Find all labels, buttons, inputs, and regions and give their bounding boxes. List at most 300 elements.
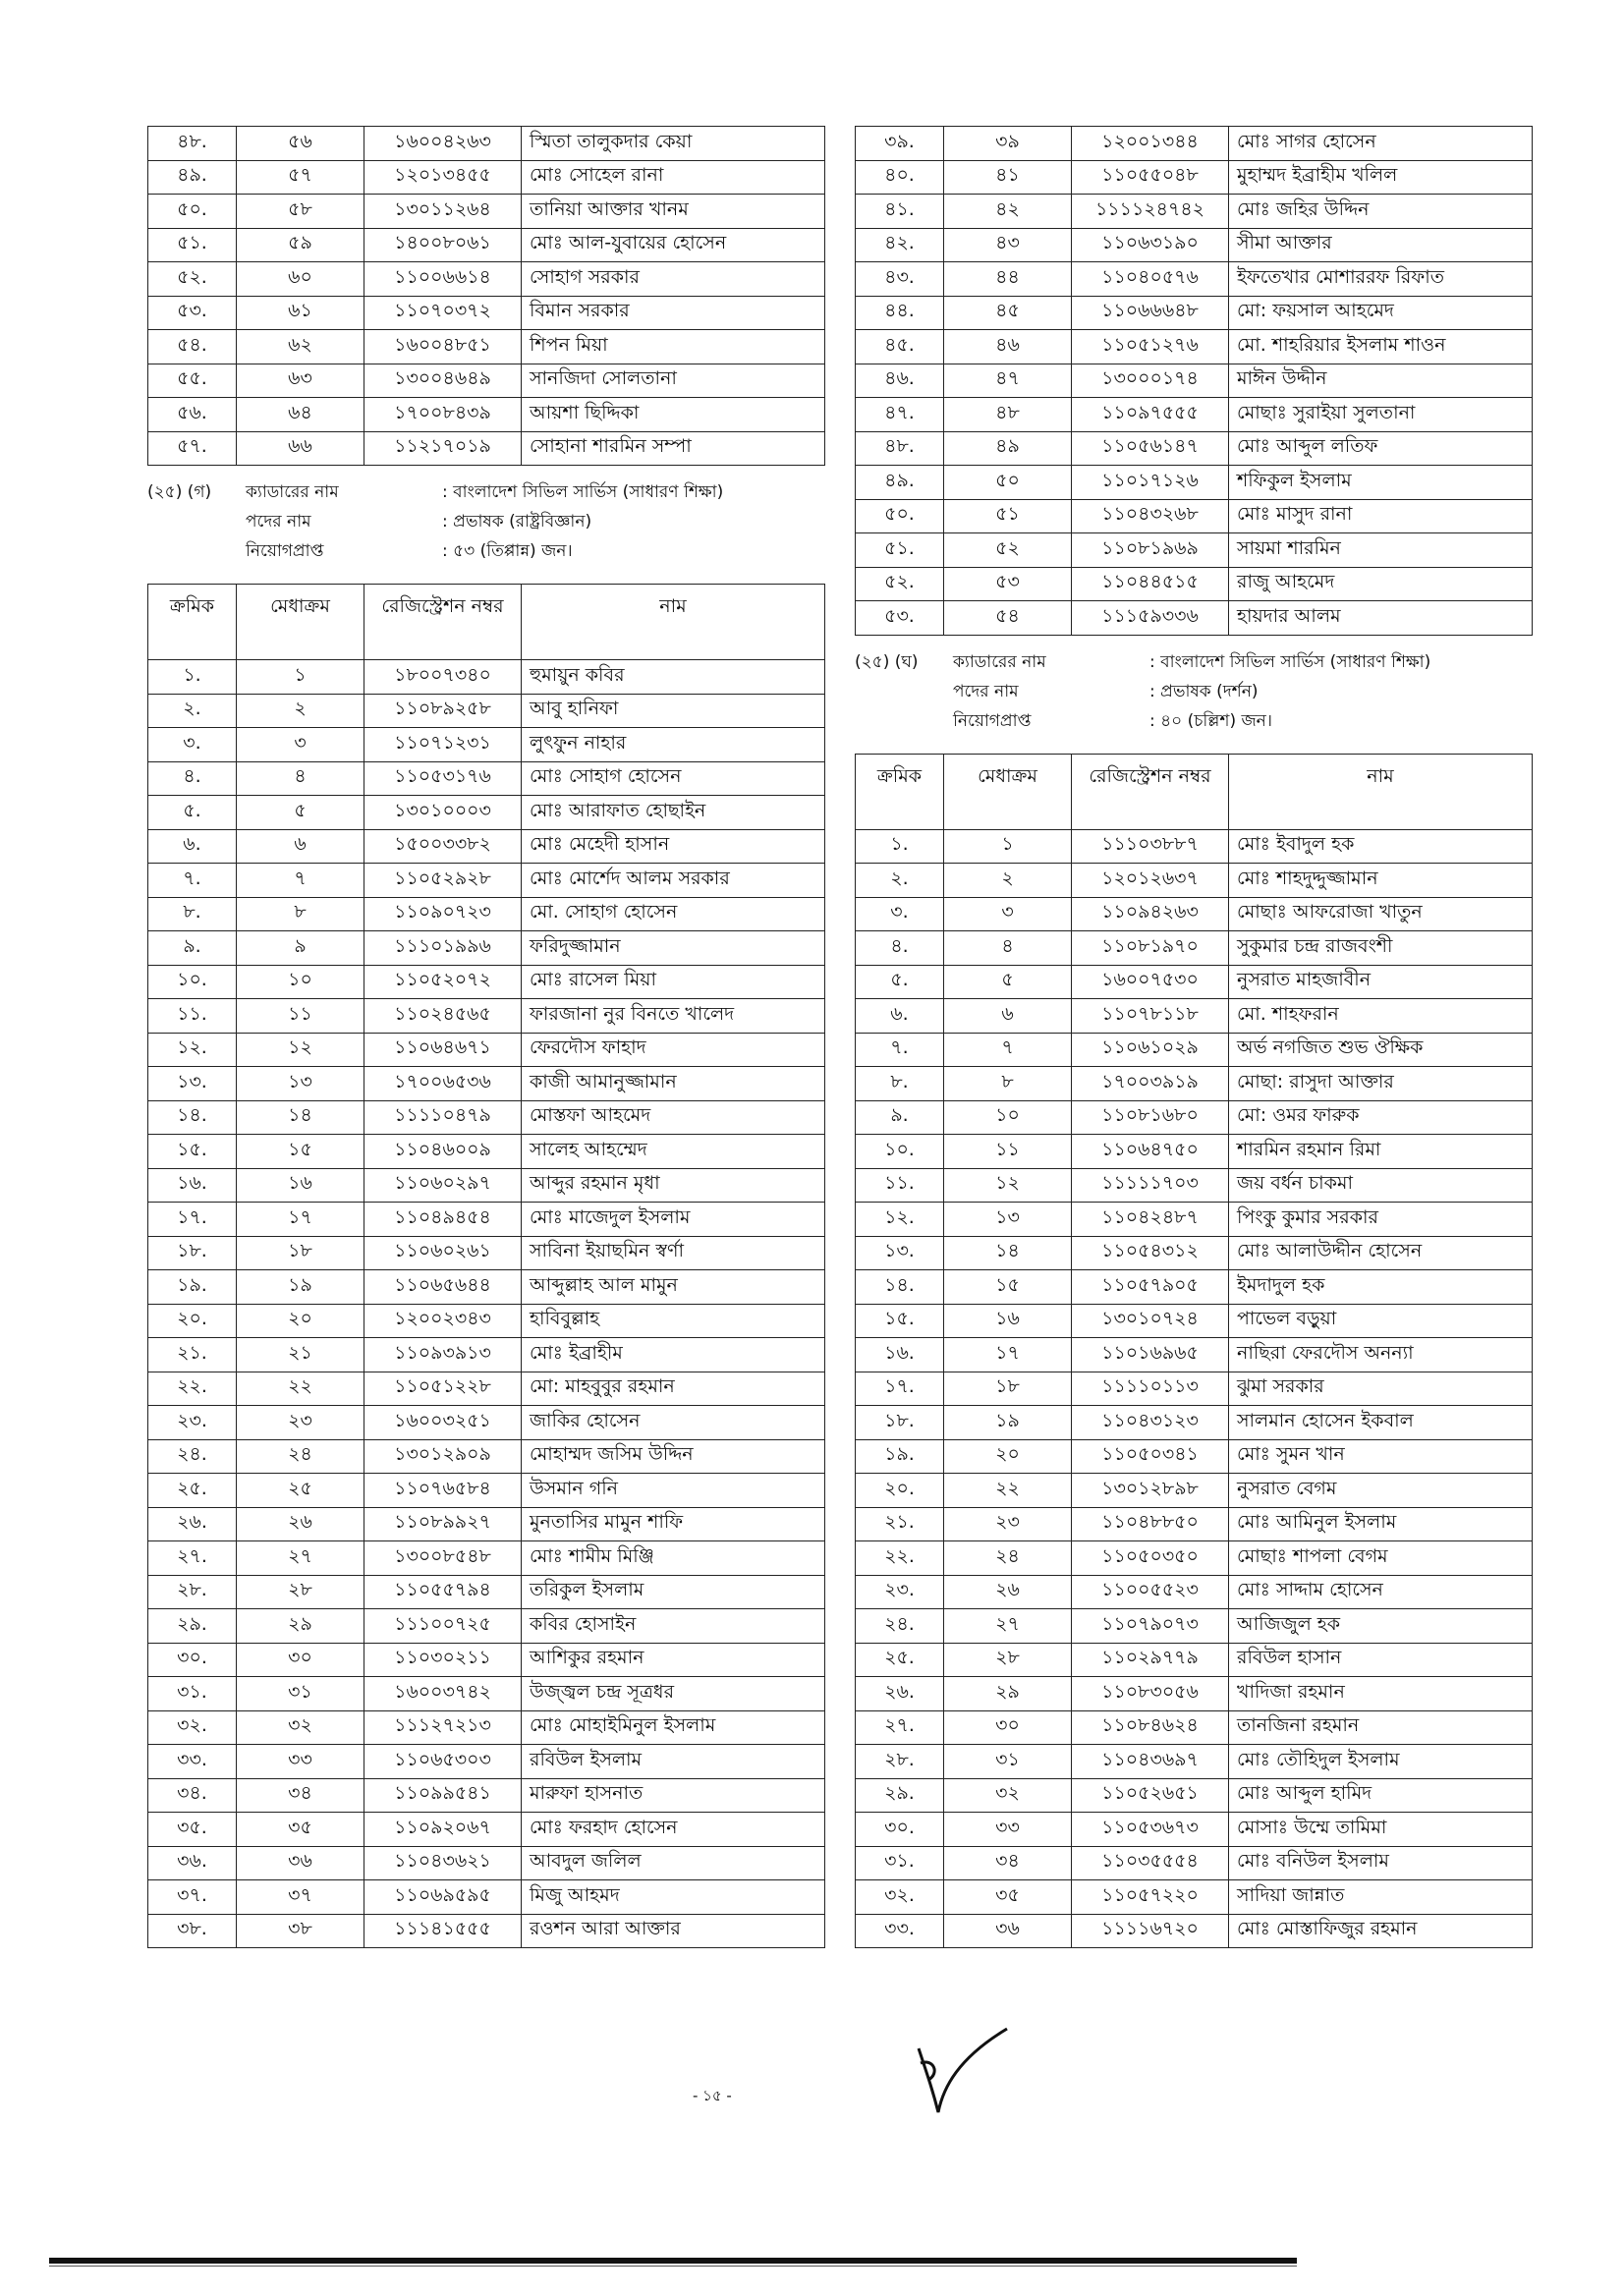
name-cell: মাঈন উদ্দীন	[1229, 364, 1533, 398]
serial-cell: ৫৪.	[148, 330, 237, 364]
registration-cell: ১৫০০৩৩৮২	[364, 829, 522, 864]
table-row	[148, 829, 825, 864]
serial-cell: ৫১.	[856, 533, 944, 568]
registration-cell: ১১০৯৪২৬৩	[1072, 897, 1229, 931]
table-row	[856, 965, 1533, 999]
registration-cell: ১৩০১০০০৩	[364, 796, 522, 830]
table-left-main	[147, 584, 825, 1948]
serial-cell: ২২.	[856, 1541, 944, 1576]
registration-cell: ১১০৫৫৭৯৪	[364, 1575, 522, 1609]
name-cell: ফারজানা নুর বিনতে খালেদ	[522, 999, 825, 1034]
serial-cell: ৩৩.	[148, 1745, 237, 1779]
registration-cell: ১৩০০৪৬৪৯	[364, 364, 522, 398]
serial-cell: ১২.	[856, 1203, 944, 1237]
registration-cell: ১১০৭০৩৭২	[364, 296, 522, 330]
serial-cell: ১৫.	[856, 1304, 944, 1338]
merit-cell: ২০	[944, 1439, 1072, 1474]
merit-cell: ৪	[237, 761, 364, 796]
registration-cell: ১১২১৭০১৯	[364, 431, 522, 466]
merit-cell: ১৫	[944, 1270, 1072, 1305]
merit-cell: ১৩	[237, 1067, 364, 1101]
merit-cell: ৩	[944, 897, 1072, 931]
registration-cell: ১১০৫৩১৭৬	[364, 761, 522, 796]
serial-cell: ৪০.	[856, 160, 944, 195]
serial-cell: ২৩.	[148, 1406, 237, 1440]
merit-cell: ২১	[237, 1338, 364, 1372]
merit-cell: ১৮	[237, 1236, 364, 1270]
name-cell: শিপন মিয়া	[522, 330, 825, 364]
serial-cell: ৩৫.	[148, 1813, 237, 1847]
registration-cell: ১১০০৫৫২৩	[1072, 1575, 1229, 1609]
registration-cell: ১৬০০৭৫৩০	[1072, 965, 1229, 999]
table-row	[856, 1575, 1533, 1609]
table-row	[856, 1100, 1533, 1135]
left-column	[147, 126, 825, 1948]
registration-cell: ১১০৪৩৬৯৭	[1072, 1745, 1229, 1779]
serial-cell: ৪.	[148, 761, 237, 796]
merit-cell: ৪৫	[944, 296, 1072, 330]
name-cell: সীমা আক্তার	[1229, 228, 1533, 262]
registration-cell: ১৪০০৮০৬১	[364, 228, 522, 262]
registration-cell: ১১০৫১২২৮	[364, 1372, 522, 1406]
table-row	[148, 796, 825, 830]
merit-cell: ৩২	[237, 1710, 364, 1745]
table-row	[148, 127, 825, 161]
name-cell: মো: মাহবুবুর রহমান	[522, 1372, 825, 1406]
registration-cell: ১১০৫০৩৫০	[1072, 1541, 1229, 1576]
merit-cell: ৪৮	[944, 398, 1072, 432]
name-cell: জয় বর্ধন চাকমা	[1229, 1168, 1533, 1203]
registration-cell: ১১১০১৯৯৬	[364, 931, 522, 966]
merit-cell: ৫১	[944, 499, 1072, 533]
registration-cell: ১১০৩৫৫৫৪	[1072, 1846, 1229, 1880]
name-cell: আব্দুল্লাহ আল মামুন	[522, 1270, 825, 1305]
merit-cell: ১৯	[944, 1406, 1072, 1440]
table-row	[856, 1778, 1533, 1813]
section-heading-gh	[855, 636, 1533, 754]
name-cell: হুমায়ুন কবির	[522, 660, 825, 695]
registration-cell: ১১০৬৬৬৪৮	[1072, 296, 1229, 330]
name-cell: আব্দুর রহমান মৃধা	[522, 1168, 825, 1203]
name-cell: মোসাঃ উম্মে তামিমা	[1229, 1813, 1533, 1847]
registration-cell: ১১১১৬৭২০	[1072, 1914, 1229, 1948]
table-row	[148, 431, 825, 466]
name-cell: তরিকুল ইসলাম	[522, 1575, 825, 1609]
merit-cell: ৬৩	[237, 364, 364, 398]
table-row	[148, 1236, 825, 1270]
registration-cell: ১১১৫৯৩৩৬	[1072, 601, 1229, 636]
table-row	[148, 897, 825, 931]
table-row	[856, 1439, 1533, 1474]
table-row	[856, 1338, 1533, 1372]
serial-cell: ৩৬.	[148, 1846, 237, 1880]
registration-cell: ১২০০২৩৪৩	[364, 1304, 522, 1338]
registration-cell: ১১০৪৯৪৫৪	[364, 1203, 522, 1237]
table-row	[856, 1609, 1533, 1644]
name-cell: কাজী আমানুজ্জামান	[522, 1067, 825, 1101]
serial-cell: ৫২.	[856, 567, 944, 601]
name-cell: মোঃ মাসুদ রানা	[1229, 499, 1533, 533]
merit-cell: ৩	[237, 728, 364, 762]
table-row	[148, 965, 825, 999]
name-cell: মোঃ আব্দুল হামিদ	[1229, 1778, 1533, 1813]
registration-cell: ১১০৫৭৯০৫	[1072, 1270, 1229, 1305]
name-cell: খাদিজা রহমান	[1229, 1677, 1533, 1711]
table-row	[856, 195, 1533, 229]
registration-cell: ১১১০০৭২৫	[364, 1609, 522, 1644]
name-cell: মোঃ জহির উদ্দিন	[1229, 195, 1533, 229]
serial-cell: ৩৯.	[856, 127, 944, 161]
table-row	[856, 533, 1533, 568]
serial-cell: ২৪.	[856, 1609, 944, 1644]
merit-cell: ৪	[944, 931, 1072, 966]
registration-cell: ১৭০০৮৪৩৯	[364, 398, 522, 432]
registration-cell: ১১০১৬৯৬৫	[1072, 1338, 1229, 1372]
name-cell: মোঃ আল-যুবায়ের হোসেন	[522, 228, 825, 262]
col-header-merit: মেধাক্রম	[944, 754, 1072, 829]
table-row	[148, 262, 825, 297]
name-cell: মোঃ ইব্রাহীম	[522, 1338, 825, 1372]
name-cell: লুৎফুন নাহার	[522, 728, 825, 762]
merit-cell: ৩৪	[237, 1778, 364, 1813]
merit-cell: ৫৯	[237, 228, 364, 262]
table-row	[856, 1507, 1533, 1541]
name-cell: পাভেল বড়ুয়া	[1229, 1304, 1533, 1338]
registration-cell: ১২০১২৬৩৭	[1072, 864, 1229, 898]
name-cell: সোহানা শারমিন সম্পা	[522, 431, 825, 466]
name-cell: মোঃ মাজেদুল ইসলাম	[522, 1203, 825, 1237]
merit-cell: ৬১	[237, 296, 364, 330]
name-cell: মোছাঃ শাপলা বেগম	[1229, 1541, 1533, 1576]
serial-cell: ২৬.	[148, 1507, 237, 1541]
table-row	[148, 160, 825, 195]
table-row	[856, 228, 1533, 262]
registration-cell: ১১১২৭২১৩	[364, 1710, 522, 1745]
name-cell: ঝুমা সরকার	[1229, 1372, 1533, 1406]
name-cell: উজ্জ্বল চন্দ্র সূত্রধর	[522, 1677, 825, 1711]
table-row	[148, 1100, 825, 1135]
name-cell: মো. শাহফরান	[1229, 999, 1533, 1034]
merit-cell: ২৪	[237, 1439, 364, 1474]
table-row	[856, 829, 1533, 864]
name-cell: সানজিদা সোলতানা	[522, 364, 825, 398]
serial-cell: ৪১.	[856, 195, 944, 229]
table-row	[148, 1813, 825, 1847]
table-row	[148, 364, 825, 398]
merit-cell: ১৬	[944, 1304, 1072, 1338]
registration-cell: ১১০২৯৭৭৯	[1072, 1643, 1229, 1677]
table-row	[856, 1033, 1533, 1067]
merit-cell: ১০	[237, 965, 364, 999]
merit-cell: ১০	[944, 1100, 1072, 1135]
name-cell: মুহাম্মদ ইব্রাহীম খলিল	[1229, 160, 1533, 195]
name-cell: নুসরাত মাহজাবীন	[1229, 965, 1533, 999]
merit-cell: ৫২	[944, 533, 1072, 568]
name-cell: মোছাঃ সুরাইয়া সুলতানা	[1229, 398, 1533, 432]
table-row	[856, 431, 1533, 466]
serial-cell: ৪২.	[856, 228, 944, 262]
merit-cell: ১৫	[237, 1135, 364, 1169]
merit-cell: ২৭	[944, 1609, 1072, 1644]
merit-cell: ৬৬	[237, 431, 364, 466]
table-row	[148, 1304, 825, 1338]
merit-cell: ১৬	[237, 1168, 364, 1203]
col-header-registration: রেজিস্ট্রেশন নম্বর	[364, 585, 522, 660]
serial-cell: ২৮.	[148, 1575, 237, 1609]
table-row	[148, 1270, 825, 1305]
name-cell: মোঃ সাদ্দাম হোসেন	[1229, 1575, 1533, 1609]
name-cell: আয়শা ছিদ্দিকা	[522, 398, 825, 432]
table-row	[148, 1439, 825, 1474]
section-tag: (২৫) (ঘ)	[855, 651, 919, 672]
serial-cell: ৮.	[856, 1067, 944, 1101]
merit-cell: ১৯	[237, 1270, 364, 1305]
name-cell: মোহাম্মদ জসিম উদ্দিন	[522, 1439, 825, 1474]
merit-cell: ২৬	[237, 1507, 364, 1541]
merit-cell: ৩৩	[237, 1745, 364, 1779]
registration-cell: ১১০৯৭৫৫৫	[1072, 398, 1229, 432]
table-row	[856, 1677, 1533, 1711]
registration-cell: ১৬০০৪২৬৩	[364, 127, 522, 161]
registration-cell: ১১১১২৪৭৪২	[1072, 195, 1229, 229]
registration-cell: ১১০৫৬১৪৭	[1072, 431, 1229, 466]
registration-cell: ১১০৮১৯৭০	[1072, 931, 1229, 966]
serial-cell: ১৬.	[148, 1168, 237, 1203]
serial-cell: ৪.	[856, 931, 944, 966]
appointed-label: নিয়োগপ্রাপ্ত	[246, 541, 324, 561]
table-row	[148, 1710, 825, 1745]
merit-cell: ৪৪	[944, 262, 1072, 297]
name-cell: পিংকু কুমার সরকার	[1229, 1203, 1533, 1237]
name-cell: রবিউল ইসলাম	[522, 1745, 825, 1779]
table-row	[856, 262, 1533, 297]
table-row	[148, 1880, 825, 1915]
name-cell: মো: ফয়সাল আহমেদ	[1229, 296, 1533, 330]
merit-cell: ২২	[237, 1372, 364, 1406]
table-row	[148, 1033, 825, 1067]
merit-cell: ৫০	[944, 466, 1072, 500]
merit-cell: ৩২	[944, 1778, 1072, 1813]
registration-cell: ১১১১০১১৩	[1072, 1372, 1229, 1406]
merit-cell: ৩৮	[237, 1914, 364, 1948]
merit-cell: ৬	[237, 829, 364, 864]
merit-cell: ৬	[944, 999, 1072, 1034]
serial-cell: ৪৯.	[856, 466, 944, 500]
registration-cell: ১১০৭৬৫৮৪	[364, 1474, 522, 1508]
name-cell: মোঃ শাহদুদ্দুজ্জামান	[1229, 864, 1533, 898]
table-row	[856, 1880, 1533, 1915]
table-right-main	[855, 754, 1533, 1949]
name-cell: মোঃ সোহাগ হোসেন	[522, 761, 825, 796]
appointed-value: : ৪০ (চল্লিশ) জন।	[1149, 710, 1272, 731]
serial-cell: ৩২.	[856, 1880, 944, 1915]
registration-cell: ১১০১৭১২৬	[1072, 466, 1229, 500]
merit-cell: ২৪	[944, 1541, 1072, 1576]
serial-cell: ৪৩.	[856, 262, 944, 297]
name-cell: মোঃ মোহাইমিনুল ইসলাম	[522, 1710, 825, 1745]
table-row	[148, 296, 825, 330]
serial-cell: ১৪.	[148, 1100, 237, 1135]
name-cell: মোঃ ফরহাদ হোসেন	[522, 1813, 825, 1847]
merit-cell: ৫	[237, 796, 364, 830]
serial-cell: ২১.	[856, 1507, 944, 1541]
name-cell: মোঃ সুমন খান	[1229, 1439, 1533, 1474]
serial-cell: ১৮.	[856, 1406, 944, 1440]
name-cell: মোঃ সোহেল রানা	[522, 160, 825, 195]
registration-cell: ১১০৮৯২৫৮	[364, 694, 522, 728]
table-row	[148, 1575, 825, 1609]
table-row	[148, 1778, 825, 1813]
name-cell: মোঃ ইবাদুল হক	[1229, 829, 1533, 864]
name-cell: ফরিদুজ্জামান	[522, 931, 825, 966]
registration-cell: ১১০৫২৯২৮	[364, 864, 522, 898]
serial-cell: ৫৫.	[148, 364, 237, 398]
merit-cell: ৮	[944, 1067, 1072, 1101]
serial-cell: ২.	[856, 864, 944, 898]
table-row	[148, 761, 825, 796]
name-cell: রওশন আরা আক্তার	[522, 1914, 825, 1948]
registration-cell: ১১১৪১৫৫৫	[364, 1914, 522, 1948]
registration-cell: ১১০৯৯৫৪১	[364, 1778, 522, 1813]
registration-cell: ১১০৪২৪৮৭	[1072, 1203, 1229, 1237]
table-row	[148, 195, 825, 229]
bottom-rule-thin	[49, 2266, 1297, 2267]
section-heading-g	[147, 466, 825, 584]
table-row	[856, 1745, 1533, 1779]
serial-cell: ৩.	[148, 728, 237, 762]
table-row	[856, 601, 1533, 636]
serial-cell: ৫৩.	[856, 601, 944, 636]
registration-cell: ১১০৭১২৩১	[364, 728, 522, 762]
name-cell: নুসরাত বেগম	[1229, 1474, 1533, 1508]
merit-cell: ৩৭	[237, 1880, 364, 1915]
registration-cell: ১১০৮৪৬২৪	[1072, 1710, 1229, 1745]
registration-cell: ১১০৬১০২৯	[1072, 1033, 1229, 1067]
table-row	[148, 1067, 825, 1101]
merit-cell: ৩১	[944, 1745, 1072, 1779]
serial-cell: ১.	[148, 660, 237, 695]
registration-cell: ১৬০০৪৮৫১	[364, 330, 522, 364]
name-cell: মারুফা হাসনাত	[522, 1778, 825, 1813]
table-row	[148, 864, 825, 898]
serial-cell: ১৯.	[148, 1270, 237, 1305]
registration-cell: ১১০৮১৬৮০	[1072, 1100, 1229, 1135]
merit-cell: ২৮	[944, 1643, 1072, 1677]
serial-cell: ২১.	[148, 1338, 237, 1372]
cadre-value: : বাংলাদেশ সিভিল সার্ভিস (সাধারণ শিক্ষা)	[442, 482, 724, 502]
serial-cell: ২৪.	[148, 1439, 237, 1474]
name-cell: মোঃ রাসেল মিয়া	[522, 965, 825, 999]
cadre-label: ক্যাডারের নাম	[953, 651, 1046, 672]
registration-cell: ১৭০০৬৫৩৬	[364, 1067, 522, 1101]
name-cell: আজিজুল হক	[1229, 1609, 1533, 1644]
table-row	[148, 398, 825, 432]
merit-cell: ১৪	[944, 1236, 1072, 1270]
registration-cell: ১৮০০৭৩৪০	[364, 660, 522, 695]
merit-cell: ১	[944, 829, 1072, 864]
name-cell: হাবিবুল্লাহ	[522, 1304, 825, 1338]
table-row	[856, 364, 1533, 398]
registration-cell: ১৬০০৩৭৪২	[364, 1677, 522, 1711]
serial-cell: ১২.	[148, 1033, 237, 1067]
serial-cell: ২৯.	[148, 1609, 237, 1644]
name-cell: সালমান হোসেন ইকবাল	[1229, 1406, 1533, 1440]
registration-cell: ১১০৫৪৩১২	[1072, 1236, 1229, 1270]
table-row	[148, 1338, 825, 1372]
name-cell: মোঃ মোস্তাফিজুর রহমান	[1229, 1914, 1533, 1948]
merit-cell: ৩৬	[944, 1914, 1072, 1948]
serial-cell: ২.	[148, 694, 237, 728]
serial-cell: ১৯.	[856, 1439, 944, 1474]
table-row	[148, 999, 825, 1034]
merit-cell: ৩৬	[237, 1846, 364, 1880]
table-right-top	[855, 126, 1533, 636]
registration-cell: ১১০৯২০৬৭	[364, 1813, 522, 1847]
name-cell: সাবিনা ইয়াছমিন স্বর্ণা	[522, 1236, 825, 1270]
table-row	[148, 931, 825, 966]
col-header-name: নাম	[1229, 754, 1533, 829]
registration-cell: ১৩০১০৭২৪	[1072, 1304, 1229, 1338]
table-row	[856, 1203, 1533, 1237]
name-cell: মো: ওমর ফারুক	[1229, 1100, 1533, 1135]
merit-cell: ৪৬	[944, 330, 1072, 364]
name-cell: রাজু আহমেদ	[1229, 567, 1533, 601]
registration-cell: ১১০৬৫৬৪৪	[364, 1270, 522, 1305]
serial-cell: ২০.	[856, 1474, 944, 1508]
table-row	[856, 931, 1533, 966]
serial-cell: ২৭.	[148, 1541, 237, 1576]
name-cell: রবিউল হাসান	[1229, 1643, 1533, 1677]
serial-cell: ৪৪.	[856, 296, 944, 330]
table-row	[856, 1304, 1533, 1338]
serial-cell: ১১.	[856, 1168, 944, 1203]
merit-cell: ৩৫	[944, 1880, 1072, 1915]
name-cell: অর্ভ নগজিত শুভ ঔক্ষিক	[1229, 1033, 1533, 1067]
registration-cell: ১১০০৬৬১৪	[364, 262, 522, 297]
serial-cell: ৫৬.	[148, 398, 237, 432]
serial-cell: ৫৭.	[148, 431, 237, 466]
cadre-value: : বাংলাদেশ সিভিল সার্ভিস (সাধারণ শিক্ষা)	[1149, 651, 1431, 672]
table-row	[148, 1135, 825, 1169]
name-cell: শারমিন রহমান রিমা	[1229, 1135, 1533, 1169]
right-column	[855, 126, 1533, 1948]
merit-cell: ১২	[944, 1168, 1072, 1203]
name-cell: কবির হোসাইন	[522, 1609, 825, 1644]
merit-cell: ৫৭	[237, 160, 364, 195]
merit-cell: ১২	[237, 1033, 364, 1067]
post-label: পদের নাম	[953, 681, 1019, 701]
table-row	[148, 728, 825, 762]
registration-cell: ১৬০০৩২৫১	[364, 1406, 522, 1440]
serial-cell: ২৫.	[856, 1643, 944, 1677]
registration-cell: ১১০৫৭২২০	[1072, 1880, 1229, 1915]
merit-cell: ২	[237, 694, 364, 728]
serial-cell: ৫৩.	[148, 296, 237, 330]
registration-cell: ১১০৬৩১৯০	[1072, 228, 1229, 262]
serial-cell: ৪৯.	[148, 160, 237, 195]
table-row	[148, 1372, 825, 1406]
serial-cell: ৩৭.	[148, 1880, 237, 1915]
table-row	[856, 897, 1533, 931]
registration-cell: ১১০৬৪৭৫০	[1072, 1135, 1229, 1169]
merit-cell: ১১	[237, 999, 364, 1034]
table-row	[856, 1643, 1533, 1677]
serial-cell: ৩১.	[856, 1846, 944, 1880]
table-row	[856, 1270, 1533, 1305]
registration-cell: ১১১০৩৮৮৭	[1072, 829, 1229, 864]
registration-cell: ১১০৮১৯৬৯	[1072, 533, 1229, 568]
table-row	[148, 1474, 825, 1508]
